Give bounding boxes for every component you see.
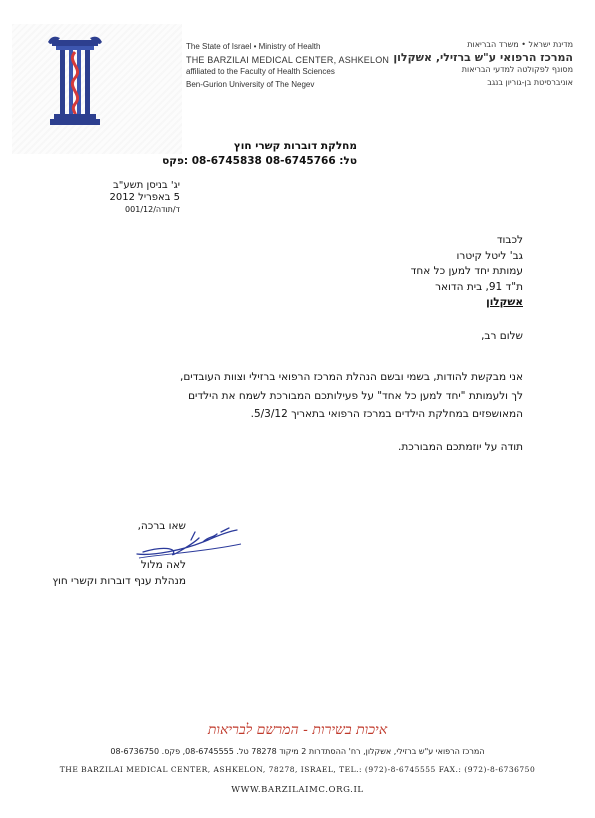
greeting: שלום רב, [481,330,523,342]
recipient-org: עמותת יחד למען כל אחד [410,265,523,277]
letter-body [180,368,523,424]
hebrew-date: יג' בניסן תשע"ב [113,180,180,191]
pillar-serpent-icon [44,32,106,136]
footer-hebrew-address: המרכז הרפואי ע"ש ברזילי, אשקלון, רח' ההסתדרות 2 מיקוד 78278 טל. 08-6745555, פקס. 08-6736750 [110,747,485,756]
letterhead-center-name-he: המרכז הרפואי ע"ש ברזילי, אשקלון [393,50,573,64]
letterhead-ministry: The State of Israel • Ministry of Health [186,42,321,51]
body-line: לך ולעמותת "יחד למען כל אחד" על פעילותכם המבורכת לשמח את הילדים [188,389,523,402]
gregorian-date: 5 באפריל 2012 [109,192,180,203]
letterhead-university: Ben-Gurion University of The Negev [186,79,315,89]
recipient-city: אשקלון [486,296,523,308]
department-block [162,139,357,169]
letterhead-university-he: אוניברסיטת בן-גוריון בנגב [487,77,573,87]
thanks-line: תודה על יוזמתכם המבורכת. [398,441,523,453]
salutation: לכבוד [496,234,523,246]
letterhead-affiliation-he: מסונף לפקולטה למדעי הבריאות [461,65,573,74]
footer-slogan: איכות בשירות - המרשם לבריאות [207,722,388,738]
footer-website: WWW.BARZILAIMC.ORG.IL [231,785,364,795]
recipient-name: גב' ליטל קיטרו [456,249,523,262]
recipient-address [411,233,523,311]
reference-number: ד/תודה/001/12 [125,205,180,214]
handwritten-signature [133,524,248,562]
signer-block [52,558,186,589]
closing: שאו ברכה, [137,520,186,532]
department-name: מחלקת דוברות קשרי חוץ [233,140,357,152]
signer-title: מנהלת ענף דוברות וקשרי חוץ [52,574,186,587]
hebrew-letterhead [393,39,573,89]
body-line: המאושפזים במחלקת הילדים במרכז הרפואי בתאריך 5/3/12. [250,408,523,420]
english-letterhead [186,41,389,91]
body-line: אני מבקשת להודות, בשמי ובשם הנהלת המרכז הרפואי ברזילי וצוות העובדים, [179,371,523,383]
letterhead-ministry-he: מדינת ישראל • משרד הבריאות [467,40,573,49]
recipient-pobox: ת"ד 91, בית הדואר [435,280,523,293]
letterhead-affiliation: affiliated to the Faculty of Health Sciences [186,67,335,76]
letterhead-center-name: THE BARZILAI MEDICAL CENTER, ASHKELON [186,54,390,65]
department-phones: טל: 08-6745766 08-6745838 :פקס [162,155,357,167]
footer-english-address: THE BARZILAI MEDICAL CENTER, ASHKELON, 78278, ISRAEL, TEL.: (972)-8-6745555 FAX.: (972)-8-6736750 [59,765,536,774]
date-block [110,180,180,216]
signer-name: לאה מלול [140,559,186,571]
